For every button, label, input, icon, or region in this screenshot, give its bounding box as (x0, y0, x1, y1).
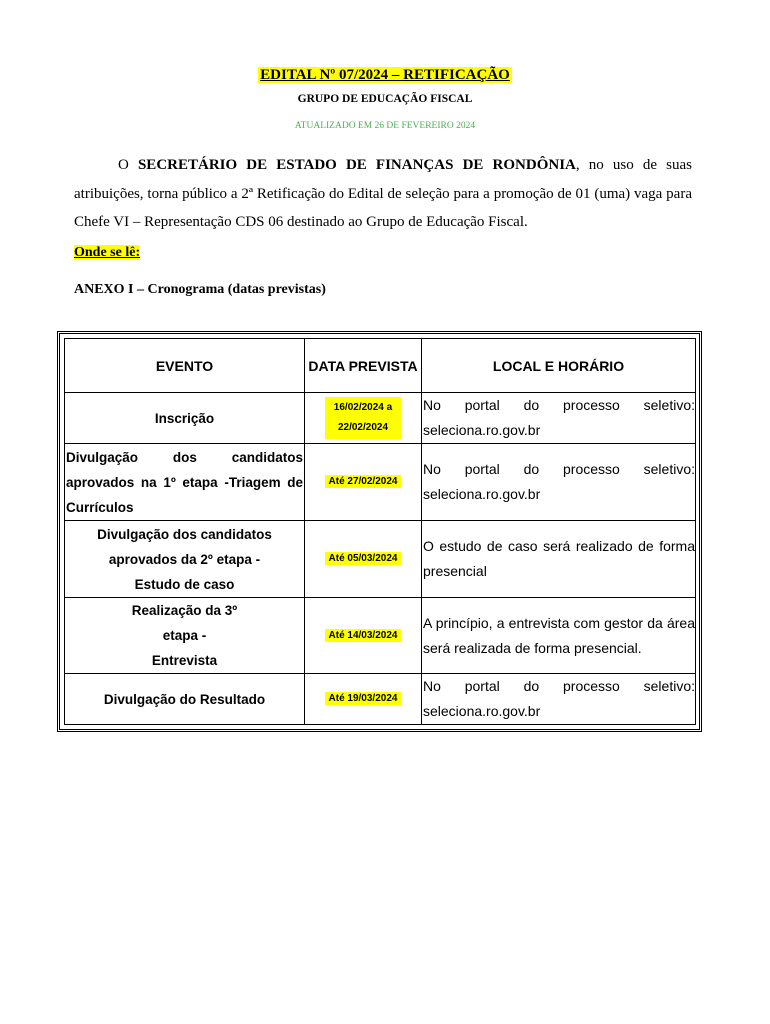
location-cell: A princípio, a entrevista com gestor da área será realizada de forma presencial. (422, 598, 696, 674)
event-cell: Divulgação dos candidatos aprovados da 2º etapa - Estudo de caso (65, 521, 305, 598)
event-cell: Inscrição (65, 393, 305, 444)
location-cell: O estudo de caso será realizado de forma presencial (422, 521, 696, 598)
intro-authority: SECRETÁRIO DE ESTADO DE FINANÇAS DE RONDÔNIA (137, 157, 576, 173)
read-label: Onde se lê: (74, 245, 141, 260)
document-title: EDITAL Nº 07/2024 – RETIFICAÇÃO (260, 67, 510, 83)
date-cell: 16/02/2024 a 22/02/2024 (305, 393, 422, 444)
date-cell: Até 19/03/2024 (305, 674, 422, 725)
schedule-table (64, 338, 696, 725)
location-cell: No portal do processo seletivo: seleciona.ro.gov.br (422, 674, 696, 725)
table-row (65, 393, 696, 444)
table-row (65, 521, 696, 598)
document-subtitle: GRUPO DE EDUCAÇÃO FISCAL (297, 93, 473, 105)
table-row (65, 444, 696, 521)
header-location: LOCAL E HORÁRIO (422, 339, 696, 393)
table-row (65, 674, 696, 725)
header-event: EVENTO (65, 339, 305, 393)
date-cell: Até 05/03/2024 (305, 521, 422, 598)
event-cell: Realização da 3º etapa - Entrevista (65, 598, 305, 674)
date-cell: Até 14/03/2024 (305, 598, 422, 674)
table-row (65, 598, 696, 674)
updated-note: ATUALIZADO EM 26 DE FEVEREIRO 2024 (294, 121, 476, 131)
intro-paragraph: O SECRETÁRIO DE ESTADO DE FINANÇAS DE RONDÔNIA, no uso de suas atribuições, torna público a 2ª Retificação do Edital de seleção para a promoção de 01 (uma) vaga para Chefe VI – Representação CDS 06 destinado ao Grupo de Educação Fiscal. (74, 157, 692, 230)
event-cell: Divulgação dos candidatos aprovados na 1º etapa -Triagem de Currículos (65, 444, 305, 521)
header-date: DATA PREVISTA (305, 339, 422, 393)
location-cell: No portal do processo seletivo: seleciona.ro.gov.br (422, 444, 696, 521)
location-cell: No portal do processo seletivo: seleciona.ro.gov.br (422, 393, 696, 444)
schedule-table-frame (57, 331, 702, 732)
date-cell: Até 27/02/2024 (305, 444, 422, 521)
event-cell: Divulgação do Resultado (65, 674, 305, 725)
table-header-row (65, 339, 696, 393)
annex-title: ANEXO I – Cronograma (datas previstas) (74, 282, 326, 297)
